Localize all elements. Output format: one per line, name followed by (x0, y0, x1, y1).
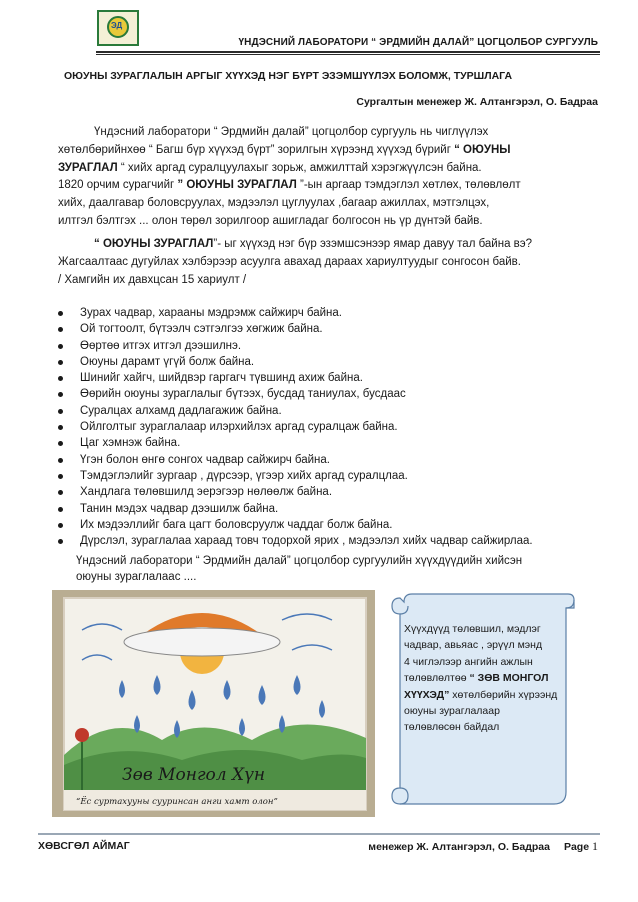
answer-text: Үгэн болон өнгө сонгох чадвар сайжирч байна. (80, 453, 330, 466)
intro-line: ”-ын аргаар тэмдэглэл хөтлөх, төлөвлөлт (296, 179, 521, 192)
answer-text: Өөрийн оюуны зураглалыг бүтээх, бусдад таниулах, бусдаас (80, 388, 406, 401)
school-logo-icon: ЭД (97, 10, 139, 46)
answer-text: Тэмдэглэлийг зургаар , дүрсээр, үгээр хийх аргад суралцлаа. (80, 469, 408, 482)
closing-line: оюуны зураглалаас .... (76, 571, 197, 583)
question-emphasis: “ ОЮУНЫ ЗУРАГЛАЛ (94, 238, 214, 250)
header-rule (96, 51, 600, 53)
question-line: Жагсаалтаас дугуйлах хэлбэрээр асуулга авахад дараах хариултуудыг сонгосон байв. (58, 255, 521, 268)
answer-item (56, 419, 616, 435)
answer-item (56, 370, 616, 386)
footer-page-label: Page (563, 841, 590, 853)
bullet-icon (58, 474, 63, 479)
note-line: оюуны зураглалаар (404, 705, 500, 718)
answer-item (56, 305, 616, 321)
answer-text: Ой тогтоолт, бүтээлч сэтгэлгээ хөгжиж байна. (80, 323, 323, 336)
bullet-icon (58, 327, 63, 332)
answer-item (56, 386, 616, 402)
answer-text: Хандлага төлөвшилд эерэгээр нөлөөлж байна. (80, 486, 333, 499)
question-paragraph (58, 236, 598, 289)
mind-map-photo (52, 590, 375, 817)
mind-map-banner: “Ёс суртахууны сууринсан анги хамт олон” (76, 797, 278, 807)
footer-region: ХӨВСГӨЛ АЙМАГ (38, 840, 130, 852)
answer-item (56, 533, 616, 549)
footer-managers: менежер Ж. Алтангэрэл, О. Бадраа (368, 841, 550, 853)
answer-item (56, 435, 616, 451)
note-line: хөтөлбөрийн хүрээнд (449, 688, 558, 701)
note-line: Хүүхдүүд төлөвшил, мэдлэг (404, 623, 541, 635)
note-line: 4 чиглэлээр ангийн ажлын (404, 655, 533, 668)
answer-text: Шинийг хайгч, шийдвэр гаргагч түвшинд ахиж байна. (80, 372, 363, 385)
intro-line: хөтөлбөрийнхөө “ Багш бүр хүүхэд бүрт” зорилгын хүрээнд хүүхэд бүрийг (58, 143, 455, 156)
answer-item (56, 354, 616, 370)
note-emphasis: “ ЗӨВ МОНГОЛ (469, 672, 549, 685)
document-title: ОЮУНЫ ЗУРАГЛАЛЫН АРГЫГ ХҮҮХЭД НЭГ БҮРТ ЭЗЭМШҮҮЛЭХ БОЛОМЖ, ТУРШЛАГА (64, 70, 513, 82)
bullet-icon (58, 425, 63, 430)
answer-text: Зурах чадвар, харааны мэдрэмж сайжирч байна. (80, 307, 342, 319)
note-line: чадвар, авьяас , эрүүл мэнд (404, 639, 543, 652)
answer-item (56, 484, 616, 500)
bullet-icon (58, 376, 63, 381)
closing-line: Үндэсний лаборатори “ Эрдмийн далай” цогцолбор сургуулийн хүүхдүүдийн хийсэн (76, 555, 523, 567)
answer-item (56, 501, 616, 517)
closing-paragraph (76, 553, 596, 585)
intro-paragraph (58, 124, 598, 231)
answer-text: Танин мэдэх чадвар дээшилж байна. (80, 502, 279, 515)
header-title: ҮНДЭСНИЙ ЛАБОРАТОРИ “ ЭРДМИЙН ДАЛАЙ” ЦОГЦОЛБОР СУРГУУЛЬ (238, 37, 598, 48)
intro-line: Үндэсний лаборатори “ Эрдмийн далай” цогцолбор сургууль нь чиглүүлэх (94, 126, 489, 138)
answer-item (56, 338, 616, 354)
bullet-icon (58, 409, 63, 414)
answer-text: Ойлголтыг зураглалаар илэрхийлэх аргад суралцаж байна. (80, 421, 398, 434)
answer-text: Дүрслэл, зураглалаа хараад товч тодорхой ярих , мэдээлэл хийх чадвар сайжирлаа. (80, 535, 533, 548)
mind-map-signature: Зөв Монгол Хүн (122, 765, 266, 785)
footer-info (368, 839, 598, 854)
answer-text: Их мэдээллийг бага цагт боловсруулж чаддаг болж байна. (80, 518, 393, 531)
header-rule-thin (96, 54, 600, 55)
answer-item (56, 321, 616, 337)
answer-text: Оюуны дарамт үгүй болж байна. (80, 355, 255, 368)
answer-text: Өөртөө итгэх итгэл дээшилнэ. (80, 339, 242, 352)
answer-item (56, 452, 616, 468)
note-emphasis: ХҮҮХЭД” (404, 688, 450, 701)
answer-text: Цаг хэмнэж байна. (80, 437, 181, 450)
bullet-icon (58, 490, 63, 495)
intro-emphasis: ЗУРАГЛАЛ (58, 161, 118, 174)
question-line: / Хамгийн их давхцсан 15 хариулт / (58, 273, 247, 286)
note-text (404, 621, 574, 736)
answer-item (56, 468, 616, 484)
intro-emphasis: “ ОЮУНЫ (454, 143, 511, 156)
question-line: ”- ыг хүүхэд нэг бүр эзэмшсэнээр ямар давуу тал байна вэ? (213, 238, 533, 250)
bullet-icon (58, 392, 63, 397)
note-line: төлөвлөсөн байдал (404, 721, 500, 734)
intro-emphasis: ” ОЮУНЫ ЗУРАГЛАЛ (177, 179, 297, 192)
intro-line: “ хийх аргад суралцуулахыг зорьж, амжилттай хэрэгжүүлсэн байна. (117, 161, 482, 174)
bullet-icon (58, 458, 63, 463)
answers-list (56, 305, 616, 549)
intro-line: 1820 орчим сурагчийг (58, 179, 178, 192)
bullet-icon (58, 507, 63, 512)
bullet-icon (58, 441, 63, 446)
page-number: 1 (592, 839, 598, 853)
answer-item (56, 517, 616, 533)
note-line: төлөвлөлтөө (404, 672, 470, 685)
bullet-icon (58, 360, 63, 365)
bullet-icon (58, 311, 63, 316)
bullet-icon (58, 523, 63, 528)
intro-line: хийх, даалгавар боловсруулах, мэдээлэл цуглуулах ,багаар ажиллах, мэтгэлцэх, (58, 197, 490, 210)
answer-item (56, 403, 616, 419)
bullet-icon (58, 344, 63, 349)
document-authors: Сургалтын менежер Ж. Алтангэрэл, О. Бадраа (356, 96, 598, 108)
mind-map-illustration (52, 590, 375, 817)
bullet-icon (58, 539, 63, 544)
footer-rule (38, 833, 600, 835)
answer-text: Суралцах алхамд дадлагажиж байна. (80, 404, 282, 417)
intro-line: илтгэл бэлтгэх ... олон төрөл зорилгоор ашигладаг болгосон нь үр дүнтэй байв. (58, 214, 483, 227)
